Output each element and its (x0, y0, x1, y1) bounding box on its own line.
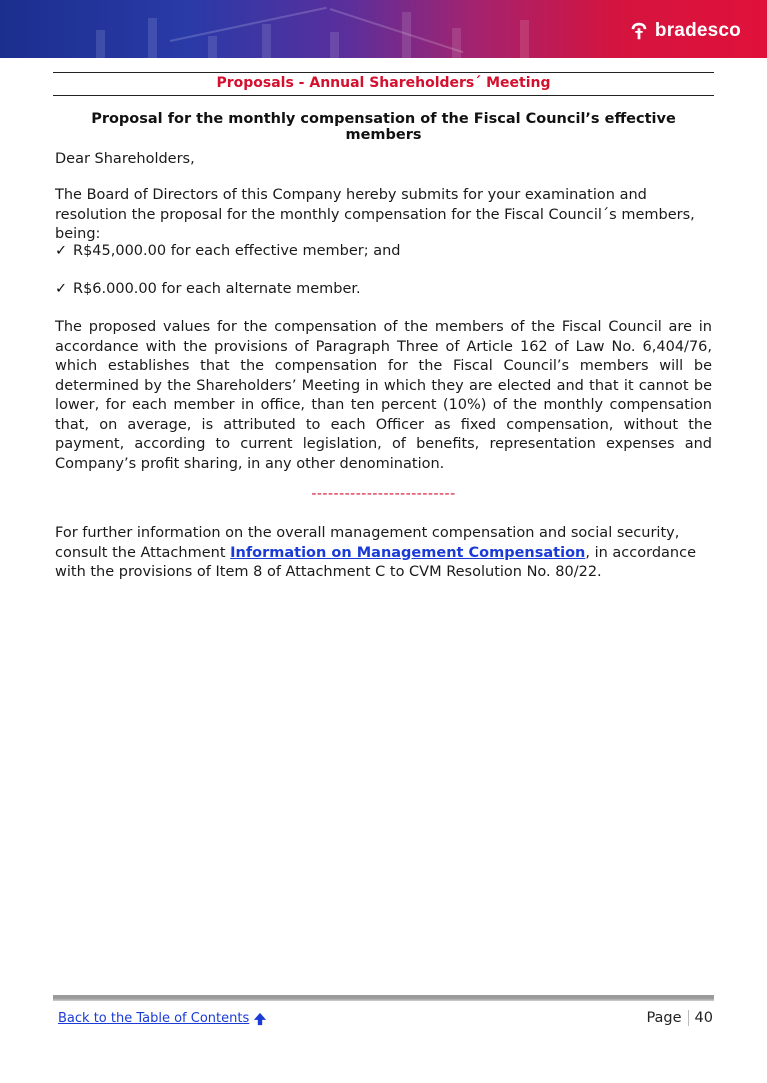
banner-decor-bar (452, 28, 461, 58)
banner-decor-bar (520, 20, 529, 58)
back-link-label: Back to the Table of Contents (58, 1011, 250, 1026)
checkmark-icon: ✓ (55, 281, 68, 297)
section-title: Proposals - Annual Shareholders´ Meeting (216, 75, 551, 91)
intro-paragraph: The Board of Directors of this Company hereby submits for your examination and resolution the proposal for the monthly compensation for the Fiscal Council´s members, being: (55, 187, 695, 242)
separator-dashes: -------------------------- (311, 486, 456, 502)
banner-decor-bar (208, 36, 217, 58)
footer-rule (53, 995, 714, 1001)
back-to-contents-link[interactable] (58, 1011, 267, 1026)
banner-decor-line (170, 7, 327, 42)
arrow-up-icon (253, 1012, 267, 1026)
list-item-text: R$45,000.00 for each effective member; and (73, 243, 401, 259)
further-info-text: For further information on the overall management compensation and social security, consult the Attachment (55, 525, 680, 561)
page-indicator (646, 1010, 713, 1026)
document-title: Proposal for the monthly compensation of the Fiscal Council’s effective members (91, 111, 676, 143)
list-item (55, 242, 401, 261)
management-compensation-link[interactable]: Information on Management Compensation (230, 544, 586, 561)
list-item-text: R$6.000.00 for each alternate member. (73, 281, 361, 297)
header-banner (0, 0, 767, 58)
bradesco-tree-icon (628, 20, 650, 42)
further-info-paragraph (55, 524, 712, 583)
banner-decor-line (330, 8, 464, 53)
header-rule-top (53, 72, 714, 73)
banner-decor-bar (96, 30, 105, 58)
banner-decor-bar (330, 32, 339, 58)
header-rule-bottom (53, 95, 714, 96)
body-paragraph: The proposed values for the compensation of the members of the Fiscal Council are in accordance with the provisions of Paragraph Three of Article 162 of Law No. 6,404/76, which establishes that the compensation for the Fiscal Council’s members will be determined by the Shareholders’ Meeting in which they are elected and that it cannot be lower, for each member in office, than ten percent (10%) of the monthly compensation that, on average, is attributed to each Officer as fixed compensation, without the payment, according to current legislation, of benefits, representation expenses and Company’s profit sharing, in any other denomination. (55, 319, 712, 472)
page-number: 40 (694, 1010, 713, 1026)
greeting: Dear Shareholders, (55, 151, 195, 167)
banner-decor-bar (148, 18, 157, 58)
page-label: Page (646, 1010, 682, 1026)
brand-name: bradesco (654, 20, 741, 41)
checkmark-icon: ✓ (55, 243, 68, 259)
further-info-text-end: , in accordance with the provisions of Item 8 of Attachment C to CVM Resolution No. 80/22. (55, 544, 696, 580)
page-separator (688, 1010, 689, 1026)
list-item (55, 280, 361, 299)
brand-logo (628, 20, 741, 42)
banner-decor-bar (262, 24, 271, 58)
